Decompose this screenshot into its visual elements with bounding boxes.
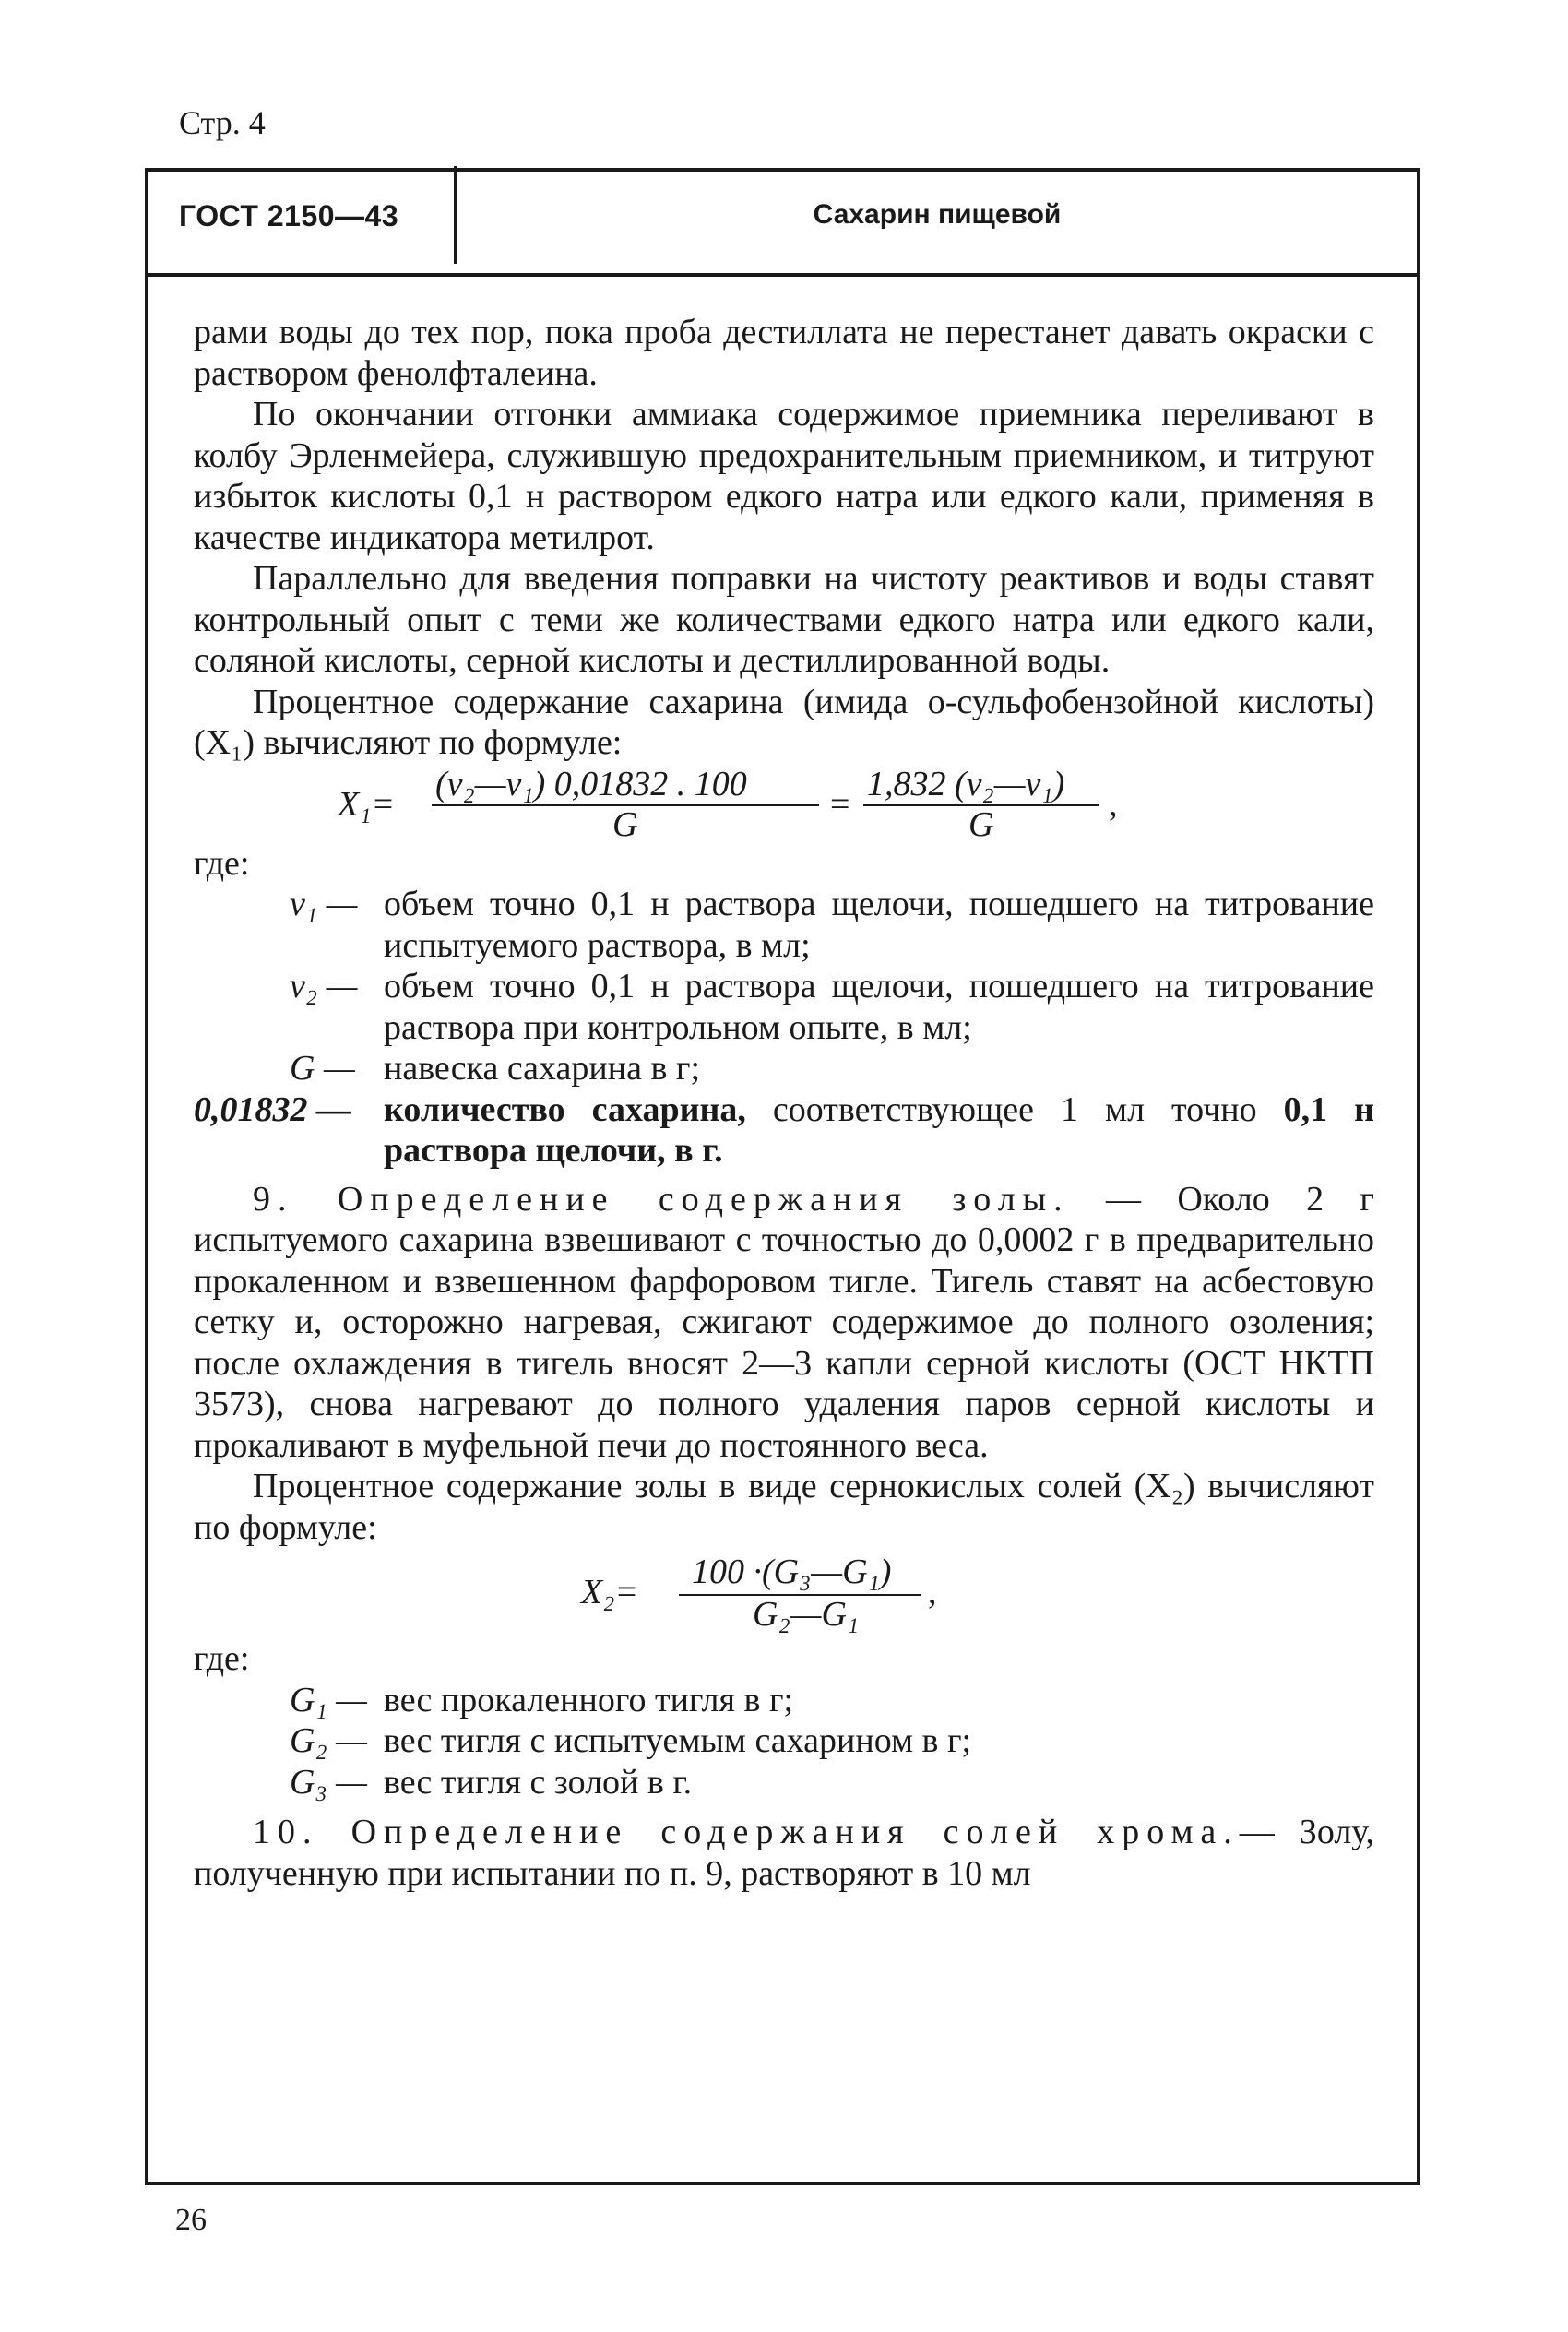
section-10-body: — Золу, полученную при испытании по п. 9, растворяют в 10 мл [194,1813,1374,1893]
definition-coefficient-symbol: 0,01832 — [194,1089,351,1129]
formula-x2-tail: , [928,1573,937,1612]
footer-page-number: 26 [175,2203,207,2237]
paragraph-ash-percent: Процентное содержание золы в виде сернокислых солей (X₂) вычисляют по формуле: [194,1467,1374,1547]
definition-g3-text: вес тигля с золой в г. [384,1762,693,1802]
definition-coefficient-bold-tail: 0,1 н раствора щелочи, в г. [384,1089,1374,1170]
page-number: Стр. 4 [179,104,266,141]
where-label-1: где: [194,843,250,883]
formula-x1-den2: G [968,804,994,844]
definition-g3-symbol: G₃ — [290,1762,367,1802]
definition-g2 [194,1720,1374,1762]
definition-g2-text: вес тигля с испытуемым сахарином в г; [384,1721,972,1760]
definition-v1-text: объем точно 0,1 н раствора щелочи, пошедшего на титрование испытуемого раствора, в мл; [384,885,1374,965]
header-row [148,172,1418,273]
definition-v2-symbol: v₂ — [290,967,358,1005]
definition-v2 [194,966,1374,1048]
footer-rule [145,2182,1420,2185]
document-title: Сахарин пищевой [813,199,1062,230]
definition-g-symbol: G — [290,1049,355,1088]
formula-x1-tail: , [1109,784,1118,824]
definition-g2-symbol: G₂ — [290,1721,367,1760]
definition-v1-symbol: v₁ — [290,885,358,923]
header-bottom-rule [145,273,1420,277]
formula-x1-den1: G [612,804,638,844]
definition-coefficient-bold: количество сахарина, [384,1089,746,1129]
section-9-body: — Около 2 г испытуемого сахарина взвешивают с точностью до 0,0002 г в предварительно прокаленном и взвешенном фарфоровом тигле. Тигель ставят на асбестовую сетку и, осторожно нагревая, сжигают содержимое до полного озоления; после охлаждения в тигель вносят 2—3 капли серной кислоты (ОСТ НКТП 3573), снова нагревают до полного удаления паров серной кислоты и прокаливают в муфельной печи до постоянного веса. [194,1179,1374,1465]
paragraph-titration: По окончании отгонки аммиака содержимое приемника переливают в колбу Эрленмейера, служившую предохранительным приемником, и титруют избыток кислоты 0,1 н раствором едкого натра или едкого кали, применяя в качестве индикатора метилрот. [194,395,1374,557]
formula-x1-num2: 1,832 (v₂—v₁) [867,764,1065,803]
definition-g1 [194,1680,1374,1721]
definition-v1 [194,884,1374,966]
section-9-heading: 9. Определение содержания золы. [253,1179,1070,1219]
gost-number: ГОСТ 2150—43 [179,199,399,232]
definition-g1-text: вес прокаленного тигля в г; [384,1680,794,1719]
paragraph-ash [194,1179,1374,1467]
formula-x1 [194,764,1374,843]
paragraph-control: Параллельно для введения поправки на чистоту реактивов и воды ставят контрольный опыт с теми же количествами едкого натра или едкого кали, соляной кислоты, серной кислоты и дестиллированной воды. [194,559,1374,680]
where-label-2: где: [194,1639,250,1678]
definition-g3 [194,1762,1374,1803]
formula-x2-num: 100 ·(G₃—G₁) [692,1553,892,1591]
paragraph-continued: рами воды до тех пор, пока проба дестиллата не перестанет давать окраски с раствором фенолфталеина. [194,313,1374,393]
definition-g-text: навеска сахарина в г; [384,1049,701,1088]
formula-x1-num1: (v₂—v₁) 0,01832 . 100 [435,764,747,803]
paragraph-chromium [194,1812,1374,1894]
definition-g1-symbol: G₁ — [290,1680,367,1719]
paragraph-saccharin-percent: Процентное содержание сахарина (имида о-сульфобензойной кислоты) (X₁) вычисляют по формуле: [194,682,1374,762]
definition-v2-text: объем точно 0,1 н раствора щелочи, пошедшего на титрование раствора при контрольном опыте, в мл; [384,967,1374,1047]
formula-x2 [194,1548,1374,1638]
section-10-heading: 10. Определение содержания солей хрома. [253,1813,1240,1851]
definition-coefficient-text: соответствующее 1 мл точно [745,1089,1284,1129]
body-content [194,312,1374,1894]
definition-g [194,1048,1374,1089]
formula-x1-eq: = [830,784,850,824]
definition-coefficient [194,1089,1374,1172]
formula-x1-lhs: X₁= [338,784,396,824]
formula-x2-den: G₂—G₁ [753,1595,860,1634]
formula-x2-lhs: X₂= [581,1573,639,1612]
